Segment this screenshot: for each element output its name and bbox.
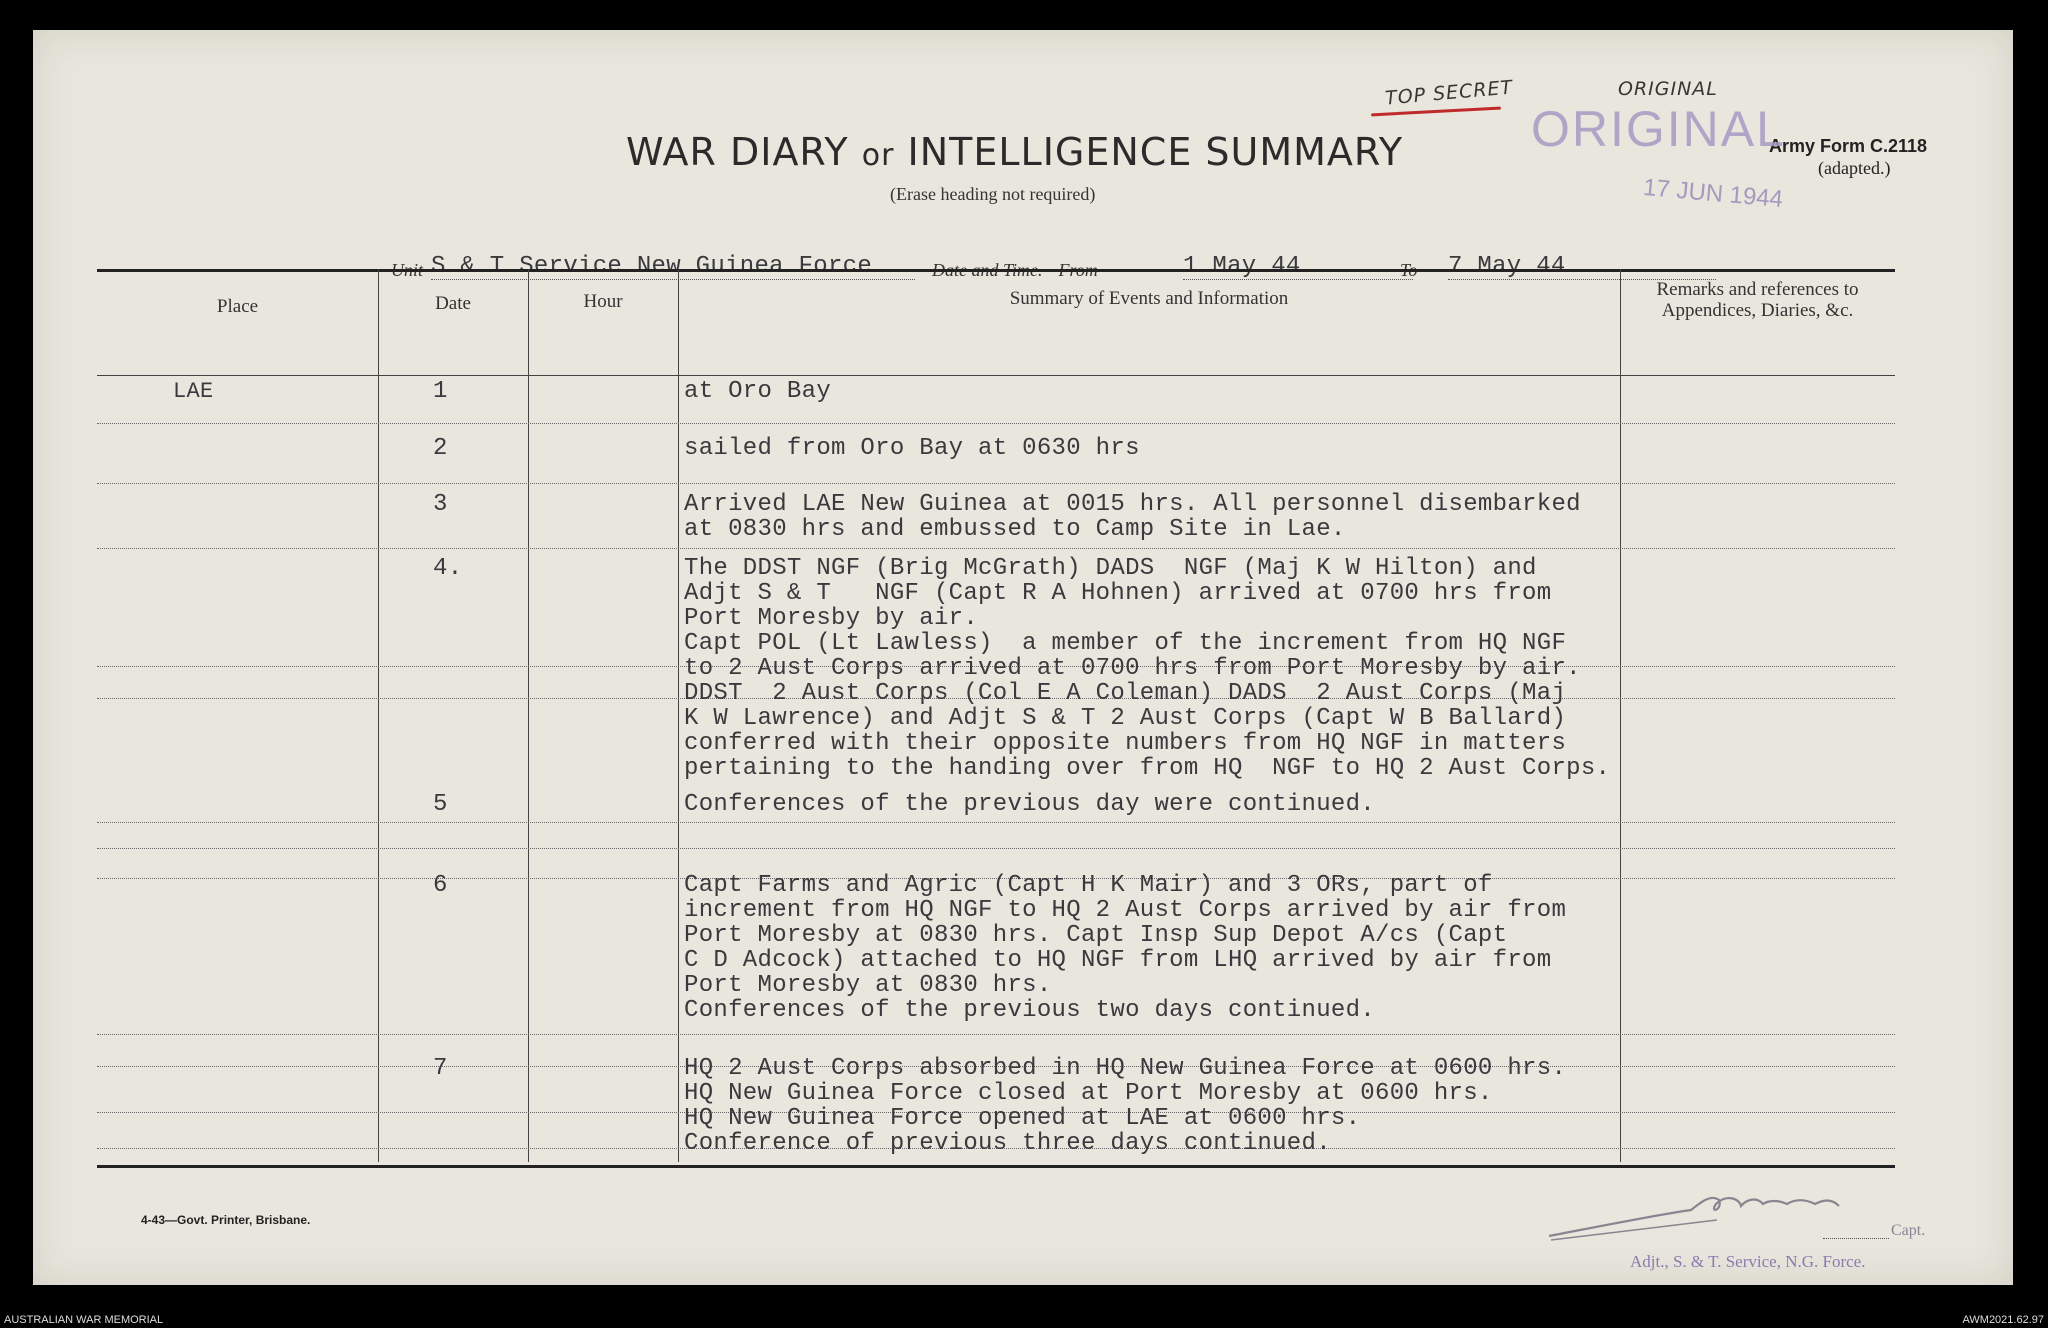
adapted-label: (adapted.) xyxy=(1818,158,1891,178)
page-subtitle: (Erase heading not required) xyxy=(890,184,1096,204)
title-or: or xyxy=(861,138,895,173)
ruled-line xyxy=(97,822,1895,823)
col-head-summary: Summary of Events and Information xyxy=(1009,288,1289,309)
col-divider-hour xyxy=(678,269,679,1162)
adjt-stamp: Adjt., S. & T. Service, N.G. Force. xyxy=(1630,1252,1866,1271)
unit-label: Unit xyxy=(391,260,424,280)
date-label: Date and Time.—From xyxy=(932,260,1098,280)
col-head-date: Date xyxy=(435,293,471,314)
entry-line: The DDST NGF (Brig McGrath) DADS NGF (Maj K W Hilton) and xyxy=(684,555,1537,582)
entry-line: DDST 2 Aust Corps (Col E A Coleman) DADS 2 Aust Corps (Maj xyxy=(684,680,1567,707)
entry-line: conferred with their opposite numbers from HQ NGF in matters xyxy=(684,730,1567,757)
entry-date: 5 xyxy=(433,791,448,818)
entry-date: 4. xyxy=(433,555,463,582)
army-form-label: Army Form C.2118 xyxy=(1769,136,1928,156)
entry-line: K W Lawrence) and Adjt S & T 2 Aust Corps (Capt W B Ballard) xyxy=(684,705,1567,732)
unit-value: S & T Service New Guinea Force xyxy=(431,254,915,280)
col-divider-place xyxy=(378,269,379,1162)
entry-date: 6 xyxy=(433,872,448,899)
col-head-remarks-1: Remarks and references to xyxy=(1656,279,1859,300)
entry-line: at Oro Bay xyxy=(684,378,832,405)
entry-line: Adjt S & T NGF (Capt R A Hohnen) arrived at 0700 hrs from xyxy=(684,580,1552,607)
handwritten-top-secret: TOP SECRET xyxy=(1384,76,1514,110)
printer-note: 4-43—Govt. Printer, Brisbane. xyxy=(141,1213,311,1227)
caption-right: AWM2021.62.97 xyxy=(1962,1314,2044,1326)
entry-line: HQ 2 Aust Corps absorbed in HQ New Guinea Force at 0600 hrs. xyxy=(684,1055,1567,1082)
header-rule xyxy=(97,375,1895,376)
entry-date: 1 xyxy=(433,378,448,405)
entry-line: Port Moresby at 0830 hrs. Capt Insp Sup Depot A/cs (Capt xyxy=(684,922,1508,949)
col-divider-date xyxy=(528,269,529,1162)
page-title xyxy=(626,130,1403,174)
entry-line: HQ New Guinea Force opened at LAE at 0600 hrs. xyxy=(684,1105,1361,1132)
entry-line: increment from HQ NGF to HQ 2 Aust Corps arrived by air from xyxy=(684,897,1567,924)
original-stamp: ORIGINAL xyxy=(1531,101,1786,157)
signature-dotline xyxy=(1823,1238,1889,1239)
col-head-hour: Hour xyxy=(583,291,623,312)
title-part2: INTELLIGENCE SUMMARY xyxy=(907,130,1404,174)
entry-line: sailed from Oro Bay at 0630 hrs xyxy=(684,435,1140,462)
entry-line: Conference of previous three days continued. xyxy=(684,1130,1331,1157)
ruled-line xyxy=(97,483,1895,484)
entry-date: 7 xyxy=(433,1055,448,1082)
entry-line: Port Moresby by air. xyxy=(684,605,979,632)
place-value: LAE xyxy=(173,379,214,404)
to-label: To xyxy=(1400,260,1418,280)
entry-line: to 2 Aust Corps arrived at 0700 hrs from Port Moresby by air. xyxy=(684,655,1581,682)
entry-line: Capt Farms and Agric (Capt H K Mair) and 3 ORs, part of xyxy=(684,872,1493,899)
entry-date: 3 xyxy=(433,491,448,518)
entry-line: pertaining to the handing over from HQ NGF to HQ 2 Aust Corps. xyxy=(684,755,1611,782)
ruled-line xyxy=(97,423,1895,424)
col-head-place: Place xyxy=(216,296,259,317)
entry-date: 2 xyxy=(433,435,448,462)
from-value: 1 May 44 xyxy=(1183,254,1413,280)
entry-line: Conferences of the previous two days continued. xyxy=(684,997,1376,1024)
signature-rank: Capt. xyxy=(1891,1222,1926,1239)
title-part1: WAR DIARY xyxy=(626,130,849,174)
col-divider-summary xyxy=(1620,269,1621,1162)
entry-line: Capt POL (Lt Lawless) a member of the increment from HQ NGF xyxy=(684,630,1567,657)
entry-line: at 0830 hrs and embussed to Camp Site in Lae. xyxy=(684,516,1346,543)
entry-line: Arrived LAE New Guinea at 0015 hrs. All personnel disembarked xyxy=(684,491,1581,518)
handwritten-original: ORIGINAL xyxy=(1618,78,1718,100)
entry-line: Port Moresby at 0830 hrs. xyxy=(684,972,1052,999)
caption-left: AUSTRALIAN WAR MEMORIAL xyxy=(4,1314,164,1326)
to-value: 7 May 44 xyxy=(1448,254,1716,280)
ruled-line xyxy=(97,848,1895,849)
diary-page xyxy=(33,30,2013,1285)
col-head-remarks-2: Appendices, Diaries, &c. xyxy=(1661,300,1854,321)
entry-line: HQ New Guinea Force closed at Port Moresby at 0600 hrs. xyxy=(684,1080,1493,1107)
entry-line: C D Adcock) attached to HQ NGF from LHQ arrived by air from xyxy=(684,947,1552,974)
ruled-line xyxy=(97,548,1895,549)
date-stamp: 17 JUN 1944 xyxy=(1642,173,1785,214)
entry-line: Conferences of the previous day were continued. xyxy=(684,791,1376,818)
ruled-line xyxy=(97,1034,1895,1035)
